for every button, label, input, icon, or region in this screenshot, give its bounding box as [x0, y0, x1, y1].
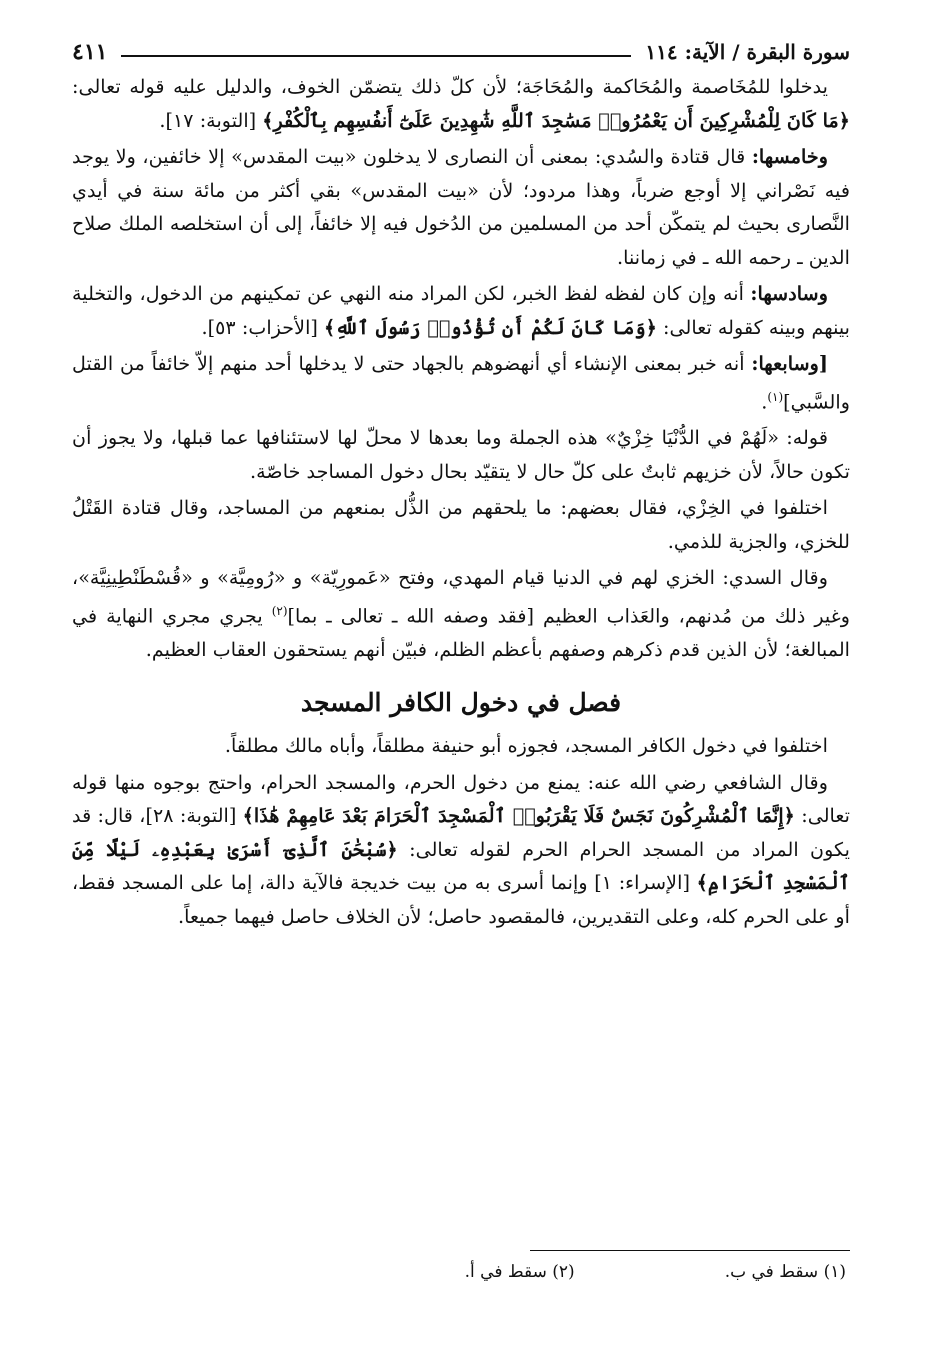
- paragraph-7: [72, 561, 850, 666]
- citation: [الأحزاب: ٥٣].: [201, 315, 325, 339]
- paragraph-text: قوله: «لَهُمْ في الدُّنْيَا خِزْيٌ» هذه الجملة وما بعدها لا محلّ لها لاستئنافها عما قبلها، ولا يجوز أن تكون حالاً، لأن خزيهم ثابتٌ على كلّ حال لا يتقيّد بحال دخول المساجد خاصّة.: [72, 426, 850, 483]
- page-number: ٤١١: [72, 39, 108, 65]
- paragraph-6: [72, 491, 850, 558]
- quran-verse: ﴿مَا كَانَ لِلْمُشْرِكِينَ أَن يَعْمُرُوا۟ مَسَٰجِدَ ٱللَّهِ شَٰهِدِينَ عَلَىٰٓ أَنفُسِهِم بِٱلْكُفْرِ﴾: [262, 108, 850, 132]
- section-lead: وخامسها:: [751, 145, 828, 168]
- paragraph-4: [72, 347, 850, 418]
- paragraph-text: يدخلوا للمُخَاصمة والمُحَاكمة والمُحَاجَة؛ لأن كلّ ذلك يتضمّن الخوف، والدليل عليه قوله تعالى:: [72, 75, 828, 98]
- section-lead: [وسابعها:: [751, 352, 828, 375]
- footnotes: [300, 1262, 846, 1282]
- citation: [التوبة: ١٧].: [159, 108, 263, 132]
- quran-verse: ﴿إِنَّمَا ٱلْمُشْرِكُونَ نَجَسٌ فَلَا يَقْرَبُوا۟ ٱلْمَسْجِدَ ٱلْحَرَامَ بَعْدَ عَامِهِمْ هَٰذَا﴾: [242, 804, 795, 828]
- paragraph-text: قال قتادة والسُدي: بمعنى أن النصارى لا يدخلون «بيت المقدس» إلا خائفين، ولا يوجد فيه نَصْراني إلا أوجع ضرباً، وهذا مردود؛ لأن «بيت المقدس» بقي أكثر من مائة سنة في أيدي النَّصارى بحيث لم يتمكّن أحد من المسلمين من الدُخول فيه إلا خائفاً، إلى أن استخلصه الملك صلاح الدين ـ رحمه الله ـ في زماننا.: [72, 145, 850, 269]
- quran-verse: ﴿وَمَا كَانَ لَكُمْ أَن تُؤْذُوا۟ رَسُولَ ٱللَّهِ﴾: [324, 315, 657, 339]
- section-paragraph-1: [72, 729, 850, 763]
- paragraph-text: اختلفوا في الخِزْي، فقال بعضهم: ما يلحقهم من الذُّل بمنعهم من المساجد، وقال قتادة القَتْلُ للخزي، والجزية للذمي.: [72, 496, 850, 553]
- footnote-2: (٢) سقط في أ.: [464, 1262, 575, 1282]
- footnote-1: (١) سقط في ب.: [724, 1262, 846, 1282]
- paragraph-tail: يجري مجري النهاية في المبالغة؛ لأن الذين قدم ذكرهم وصفهم بأعظم الظلم، فبيّن أنهم يستحقون العقاب العظيم.: [72, 604, 850, 661]
- paragraph-text: وقال السدي: الخزي لهم في الدنيا قيام المهدي، وفتح «عَمورِيّة» و «رُومِيَّة» و «قُسْطَنْطِينِيَّة»، وغير ذلك من مُدنهم، والعَذاب العظيم [فقد وصفه الله ـ تعالى ـ بما]: [72, 566, 850, 628]
- citation: [الإسراء: ١] وإنما أسرى به من بيت خديجة فالآية دالة، إما على المسجد فقط، أو على الحرم كله، وعلى التقديرين، فالمقصود حاصل؛ لأن الخلاف حاصل فيهما جميعاً.: [72, 871, 850, 928]
- citation: [التوبة: ٢٨]، قال: قد يكون المراد من المسجد الحرام الحرم لقوله تعالى:: [72, 804, 850, 861]
- paragraph-2: [72, 140, 850, 274]
- paragraph-tail: .: [761, 389, 768, 413]
- footnote-rule: [530, 1250, 850, 1251]
- quran-verse: ﴿سُبْحَٰنَ ٱلَّذِىٓ أَسْرَىٰ بِعَبْدِهِۦ لَيْلًا مِّنَ ٱلْمَسْجِدِ ٱلْحَرَامِ﴾: [72, 837, 850, 895]
- paragraph-text: أنه خبر بمعنى الإنشاء أي أنهضوهم بالجهاد حتى لا يدخلها أحد منهم إلاّ خائفاً من القتل والسَّبي]: [72, 352, 850, 413]
- page: [72, 34, 850, 933]
- paragraph-text: أنه وإن كان لفظه لفظ الخبر، لكن المراد منه النهي عن تمكينهم من الدخول، والتخلية بينهم وبينه كقوله تعالى:: [72, 282, 850, 339]
- surah-verse-title: سورة البقرة / الآية: ١١٤: [645, 40, 850, 64]
- footnote-mark: (٢): [271, 603, 288, 618]
- paragraph-1: [72, 70, 850, 137]
- paragraph-3: [72, 277, 850, 344]
- section-paragraph-2: [72, 766, 850, 934]
- section-lead: وسادسها:: [750, 282, 828, 305]
- running-header: [72, 34, 850, 70]
- section-heading: فصل في دخول الكافر المسجد: [300, 688, 622, 718]
- paragraph-text: وقال الشافعي رضي الله عنه: يمنع من دخول الحرم، والمسجد الحرام، واحتج بوجوه منها قوله تعالى:: [72, 770, 850, 828]
- paragraph-5: [72, 421, 850, 488]
- paragraph-text: اختلفوا في دخول الكافر المسجد، فجوزه أبو حنيفة مطلقاً، وأباه مالك مطلقاً.: [224, 734, 828, 758]
- header-rule: [121, 55, 631, 57]
- footnote-mark: (١): [767, 389, 784, 404]
